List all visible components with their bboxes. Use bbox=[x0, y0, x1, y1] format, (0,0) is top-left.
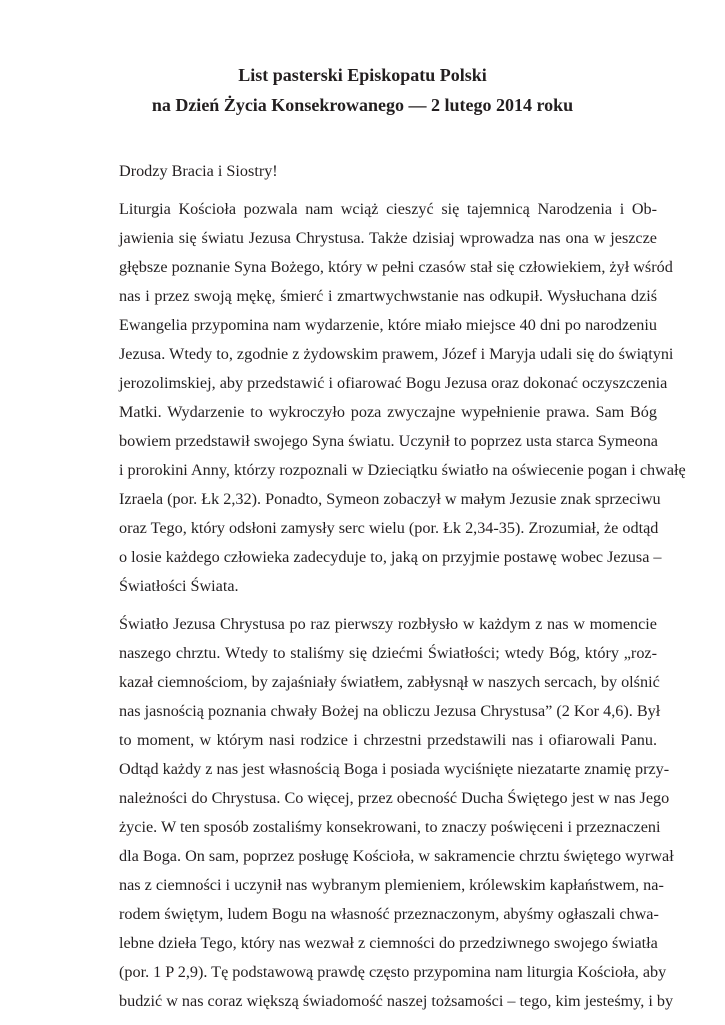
paragraph-2-line: nas jasnością poznania chwały Bożej na obliczu Jezusa Chrystusa” (2 Kor 4,6). Był bbox=[119, 702, 661, 720]
paragraph-1-line: bowiem przedstawił swojego Syna światu. Uczynił to poprzez usta starca Symeona bbox=[119, 432, 658, 450]
paragraph-1-line: jawienia się światu Jezusa Chrystusa. Także dzisiaj wprowadza nas ona w jeszcze bbox=[119, 229, 657, 247]
paragraph-1-line: i prorokini Anny, którzy rozpoznali w Dzieciątku światło na oświecenie pogan i chwałę bbox=[119, 461, 686, 479]
paragraph-2-line: kazał ciemnościom, by zajaśniały światłem, zabłysnął w naszych sercach, by olśnić bbox=[119, 673, 660, 691]
paragraph-1-line: Jezusa. Wtedy to, zgodnie z żydowskim prawem, Józef i Maryja udali się do świątyni bbox=[119, 345, 674, 363]
paragraph-1-line: oraz Tego, który odsłoni zamysły serc wielu (por. Łk 2,34-35). Zrozumiał, że odtąd bbox=[119, 519, 659, 537]
greeting: Drodzy Bracia i Siostry! bbox=[119, 162, 278, 180]
paragraph-2-line: należności do Chrystusa. Co więcej, przez obecność Ducha Świętego jest w nas Jego bbox=[119, 789, 670, 807]
paragraph-2-line: (por. 1 P 2,9). Tę podstawową prawdę często przypomina nam liturgia Kościoła, aby bbox=[119, 963, 667, 981]
paragraph-2 bbox=[87, 610, 674, 1016]
document-title-line1: List pasterski Episkopatu Polski bbox=[238, 65, 487, 85]
paragraph-2-line: Odtąd każdy z nas jest własnością Boga i posiada wyciśnięte niezatarte znamię przy- bbox=[119, 760, 670, 778]
paragraph-2-line: to moment, w którym nasi rodzice i chrzestni przedstawili nas i ofiarowali Panu. bbox=[119, 731, 657, 749]
paragraph-1-line: jerozolimskiej, aby przedstawić i ofiarować Bogu Jezusa oraz dokonać oczyszczenia bbox=[119, 374, 668, 392]
paragraph-2-line: Światło Jezusa Chrystusa po raz pierwszy rozbłysło w każdym z nas w momencie bbox=[119, 615, 657, 633]
paragraph-1-line: Izraela (por. Łk 2,32). Ponadto, Symeon zobaczył w małym Jezusie znak sprzeciwu bbox=[119, 490, 661, 508]
document-title-line2: na Dzień Życia Konsekrowanego — 2 lutego 2014 roku bbox=[151, 95, 574, 115]
paragraph-1-line: Ewangelia przypomina nam wydarzenie, które miało miejsce 40 dni po narodzeniu bbox=[119, 316, 657, 334]
paragraph-1-line: Liturgia Kościoła pozwala nam wciąż cieszyć się tajemnicą Narodzenia i Ob- bbox=[119, 200, 657, 218]
paragraph-2-line: lebne dzieła Tego, który nas wezwał z ciemności do przedziwnego swojego światła bbox=[119, 934, 658, 952]
paragraph-2-line: naszego chrztu. Wtedy to staliśmy się dziećmi Światłości; wtedy Bóg, który „roz- bbox=[119, 644, 657, 662]
paragraph-2-line: rodem świętym, ludem Bogu na własność przeznaczonym, abyśmy ogłaszali chwa- bbox=[119, 905, 659, 923]
paragraph-2-line: nas z ciemności i uczynił nas wybranym plemieniem, królewskim kapłaństwem, na- bbox=[119, 876, 664, 894]
paragraph-1-line: Matki. Wydarzenie to wykroczyło poza zwyczajne wypełnienie prawa. Sam Bóg bbox=[119, 403, 657, 421]
paragraph-2-line: dla Boga. On sam, poprzez posługę Kościoła, w sakramencie chrztu świętego wyrwał bbox=[119, 847, 674, 865]
document-body bbox=[87, 157, 686, 1025]
paragraph-2-line: budzić w nas coraz większą świadomość naszej tożsamości – tego, kim jesteśmy, i by bbox=[119, 992, 674, 1010]
paragraph-1 bbox=[87, 195, 686, 601]
paragraph-1-line: nas i przez swoją mękę, śmierć i zmartwychwstanie nas odkupił. Wysłuchana dziś bbox=[119, 287, 657, 305]
paragraph-1-line: Światłości Świata. bbox=[119, 577, 239, 595]
paragraph-1-line: o losie każdego człowieka zadecyduje to, jaką on przyjmie postawę wobec Jezusa – bbox=[119, 548, 662, 566]
paragraph-1-line: głębsze poznanie Syna Bożego, który w pełni czasów stał się człowiekiem, żył wśród bbox=[119, 258, 673, 276]
paragraph-2-line: życie. W ten sposób zostaliśmy konsekrowani, to znaczy poświęceni i przeznaczeni bbox=[119, 818, 661, 836]
